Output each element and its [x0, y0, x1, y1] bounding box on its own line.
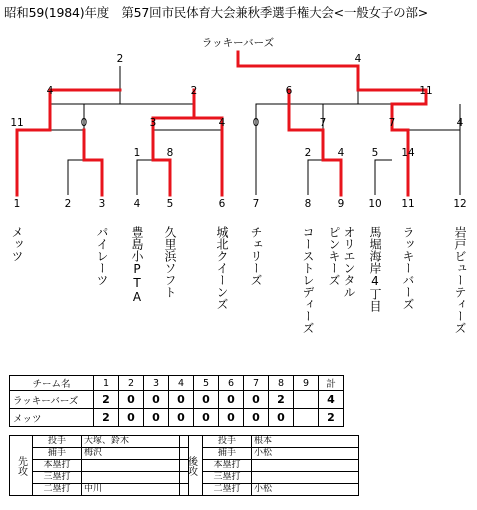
score-label: 11 — [419, 85, 433, 97]
run-cell: 0 — [144, 409, 169, 427]
position-cell: 二塁打 — [33, 484, 82, 496]
bracket-line — [137, 160, 153, 195]
run-cell: 0 — [269, 409, 294, 427]
slot-number: 7 — [252, 198, 260, 210]
win-path — [84, 130, 102, 195]
position-cell: 三塁打 — [203, 472, 252, 484]
slot-number: 9 — [337, 198, 345, 210]
scoreboard-row — [10, 409, 344, 427]
inning-header: 9 — [294, 376, 319, 391]
team-name: 岩戸ビューティーズ — [453, 226, 467, 334]
run-cell — [294, 391, 319, 409]
scoreboard-table — [9, 375, 344, 427]
position-cell: 本塁打 — [33, 460, 82, 472]
inning-header: 3 — [144, 376, 169, 391]
total-cell: 4 — [319, 391, 344, 409]
score-label: 7 — [319, 117, 327, 129]
slot-number: 10 — [368, 198, 382, 210]
slot-number: 11 — [401, 198, 415, 210]
position-cell: 捕手 — [203, 448, 252, 460]
score-label: 7 — [388, 117, 396, 129]
win-path — [323, 130, 341, 195]
score-label: 2 — [190, 85, 198, 97]
score-label: 0 — [252, 117, 260, 129]
slot-number: 6 — [218, 198, 226, 210]
inning-header: 7 — [244, 376, 269, 391]
inning-header: 8 — [269, 376, 294, 391]
player-cell — [252, 460, 359, 472]
score-label: 4 — [46, 85, 54, 97]
slot-number: 4 — [133, 198, 141, 210]
score-label: 5 — [371, 147, 379, 159]
run-cell: 0 — [244, 409, 269, 427]
bracket-line — [308, 130, 323, 195]
team-name: チェリーズ — [249, 226, 263, 286]
player-cell: 小松 — [252, 484, 359, 496]
run-cell — [294, 409, 319, 427]
score-label: 4 — [337, 147, 345, 159]
inning-header: 2 — [119, 376, 144, 391]
score-label: 6 — [285, 85, 293, 97]
team-name: ピンキーズ — [327, 226, 341, 286]
position-cell: 二塁打 — [203, 484, 252, 496]
position-cell: 投手 — [33, 436, 82, 448]
bracket-line — [392, 104, 460, 130]
position-cell: 捕手 — [33, 448, 82, 460]
bracket-line — [375, 160, 392, 195]
inning-header: 1 — [94, 376, 119, 391]
team-name: 久里浜ソフト — [163, 226, 177, 298]
winner-label: ラッキーバーズ — [201, 37, 275, 49]
bracket-line — [50, 90, 194, 130]
run-cell: 0 — [194, 409, 219, 427]
slot-number: 3 — [98, 198, 106, 210]
team-name: 城北クイーンズ — [215, 226, 229, 310]
run-cell: 0 — [169, 391, 194, 409]
first-team-players-table — [9, 435, 189, 496]
player-cell: 大塚、鈴木 — [82, 436, 189, 448]
player-cell — [252, 472, 359, 484]
slot-number: 2 — [64, 198, 72, 210]
bracket-line — [68, 130, 84, 195]
score-label: 2 — [116, 53, 124, 65]
team-name: 豊島小PTA — [130, 226, 144, 304]
second-team-players-table — [179, 435, 359, 496]
run-cell: 2 — [94, 391, 119, 409]
side-label: 後攻 — [180, 436, 203, 496]
team-name: オリエンタル — [342, 226, 356, 298]
run-cell: 0 — [119, 391, 144, 409]
tournament-bracket — [0, 0, 477, 200]
team-name: ラッキーバーズ — [401, 226, 415, 310]
player-cell: 梅沢 — [82, 448, 189, 460]
team-name: 馬堀海岸4丁目 — [368, 226, 382, 312]
team-cell: メッツ — [10, 409, 94, 427]
inning-header: 5 — [194, 376, 219, 391]
run-cell: 0 — [194, 391, 219, 409]
page-title: 昭和59(1984)年度 第57回市民体育大会兼秋季選手権大会<一般女子の部> — [4, 5, 429, 20]
run-cell: 0 — [119, 409, 144, 427]
team-name: メッツ — [10, 226, 24, 262]
inning-header: 6 — [219, 376, 244, 391]
run-cell: 0 — [219, 409, 244, 427]
score-label: 4 — [456, 117, 464, 129]
position-cell: 三塁打 — [33, 472, 82, 484]
score-label: 8 — [166, 147, 174, 159]
position-cell: 投手 — [203, 436, 252, 448]
position-cell: 本塁打 — [203, 460, 252, 472]
header-team: チーム名 — [10, 376, 94, 391]
run-cell: 0 — [219, 391, 244, 409]
team-name: パイレーツ — [95, 226, 109, 286]
win-path — [289, 90, 323, 130]
run-cell: 0 — [169, 409, 194, 427]
score-label: 2 — [304, 147, 312, 159]
player-cell: 小松 — [252, 448, 359, 460]
player-cell: 中川 — [82, 484, 189, 496]
scoreboard-header — [10, 376, 344, 391]
score-label: 11 — [10, 117, 24, 129]
total-cell: 2 — [319, 409, 344, 427]
slot-number: 1 — [13, 198, 21, 210]
score-label: 4 — [354, 53, 362, 65]
win-path — [153, 90, 222, 195]
player-cell — [82, 472, 189, 484]
side-label: 先攻 — [10, 436, 33, 496]
run-cell: 2 — [269, 391, 294, 409]
score-label: 0 — [80, 117, 88, 129]
bracket-line — [392, 130, 460, 195]
run-cell: 0 — [144, 391, 169, 409]
score-label: 4 — [218, 117, 226, 129]
team-name: コーストレディーズ — [301, 226, 315, 334]
player-cell: 根本 — [252, 436, 359, 448]
team-cell: ラッキーバーズ — [10, 391, 94, 409]
score-label: 14 — [401, 147, 415, 159]
inning-header: 4 — [169, 376, 194, 391]
player-cell — [82, 460, 189, 472]
scoreboard-row — [10, 391, 344, 409]
slot-number: 8 — [304, 198, 312, 210]
score-label: 1 — [133, 147, 141, 159]
slot-number: 5 — [166, 198, 174, 210]
run-cell: 2 — [94, 409, 119, 427]
total-header: 計 — [319, 376, 344, 391]
slot-number: 12 — [453, 198, 467, 210]
win-path — [153, 130, 170, 195]
run-cell: 0 — [244, 391, 269, 409]
score-label: 3 — [149, 117, 157, 129]
win-path — [238, 52, 426, 160]
